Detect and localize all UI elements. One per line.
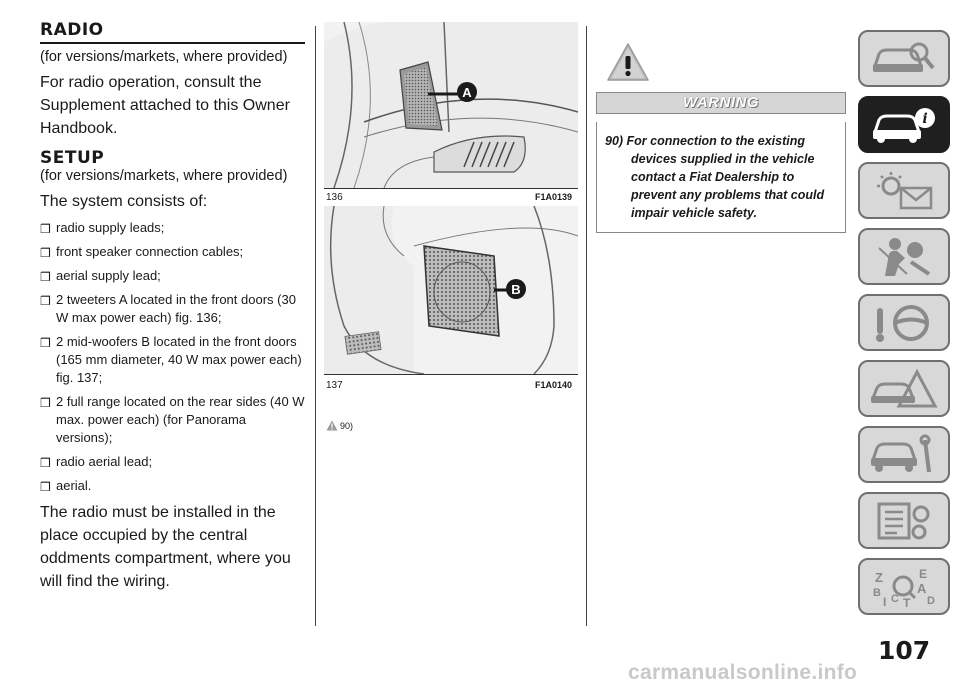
list-item: ❒ radio aerial lead; [40,454,153,470]
steering-wheel-icon [869,302,939,344]
list-item: ❒ radio supply leads; [40,220,165,236]
midwoofer-illustration [324,206,578,374]
svg-text:i: i [922,110,928,127]
checkbox-bullet-icon: ❒ [40,336,51,350]
tab-emergency[interactable] [858,360,950,417]
svg-text:B: B [511,282,521,297]
column-divider [315,26,316,626]
component-list [40,219,305,495]
list-item: ❒ aerial supply lead; [40,268,161,284]
list-item: ❒ 2 full range located on the rear sides (40 W max. power each) (for Panorama versions); [40,394,305,445]
warning-triangle-icon [326,420,338,431]
svg-text:A: A [917,580,927,596]
svg-text:T: T [903,595,911,608]
tweeter-illustration [324,22,578,188]
warning-box [596,92,846,233]
watermark: carmanualsonline.info [628,661,858,684]
svg-text:Z: Z [875,569,883,585]
figure-code: F1A0139 [534,192,572,202]
figure-column [324,0,578,686]
svg-text:D: D [927,594,935,607]
setup-availability-note: (for versions/markets, where provided) [40,168,288,184]
list-item: ❒ 2 mid-woofers B located in the front doors (165 mm diameter, 40 W max power each) fig. 137; [40,334,302,385]
technical-data-icon [869,500,939,542]
chapter-tabs [858,30,950,624]
checkbox-bullet-icon: ❒ [40,456,51,470]
car-maintenance-icon [869,434,939,476]
tab-index[interactable] [858,558,950,615]
checkbox-bullet-icon: ❒ [40,294,51,308]
tab-warning-lights[interactable] [858,162,950,219]
figure-137-midwoofer [324,206,578,375]
column-divider [586,26,587,626]
setup-consists: The system consists of: [40,193,208,210]
airbag-safety-icon [869,236,939,278]
warning-text: 90) For connection to the existing devices supplied in the vehicle contact a Fiat Dealership to prevent any problems that could impair vehicle safety. [605,134,825,220]
tab-car-info[interactable] [858,96,950,153]
tab-car-search[interactable] [858,30,950,87]
svg-text:E: E [919,566,928,581]
setup-heading: SETUP [40,148,105,168]
radio-intro: For radio operation, consult the Supplement attached to this Owner Handbook. [40,74,290,137]
figure-number: 136 [326,192,343,203]
checkbox-bullet-icon: ❒ [40,222,51,236]
warning-column [596,0,848,686]
installation-note: The radio must be installed in the place occupied by the central oddments compartment, where you will find the wiring. [40,504,291,590]
tab-technical-data[interactable] [858,492,950,549]
checkbox-bullet-icon: ❒ [40,480,51,494]
note-reference [326,420,353,431]
warning-lights-icon [869,170,939,212]
checkbox-bullet-icon: ❒ [40,396,51,410]
list-item: ❒ aerial. [40,478,92,494]
checkbox-bullet-icon: ❒ [40,270,51,284]
car-info-icon [869,104,939,146]
index-icon [869,566,939,608]
emergency-icon [869,368,939,410]
car-search-icon [869,38,939,80]
checkbox-bullet-icon: ❒ [40,246,51,260]
radio-availability-note: (for versions/markets, where provided) [40,49,288,65]
tab-steering-wheel[interactable] [858,294,950,351]
figure-code: F1A0140 [534,380,572,390]
svg-text:I: I [883,594,887,608]
svg-text:C: C [891,592,899,605]
warning-title: WARNING [596,92,846,114]
svg-text:B: B [873,586,881,599]
list-item: ❒ 2 tweeters A located in the front doors (30 W max power each) fig. 136; [40,292,296,325]
figure-136-tweeter [324,22,578,189]
svg-text:A: A [462,85,472,100]
tab-car-maintenance[interactable] [858,426,950,483]
warning-body [596,122,846,233]
list-item: ❒ front speaker connection cables; [40,244,244,260]
note-number: 90) [340,420,354,431]
warning-sign-icon [606,42,650,82]
radio-heading: RADIO [40,20,104,40]
heading-rule [40,42,305,44]
figure-number: 137 [326,380,343,391]
page-number: 107 [878,636,931,665]
text-column [40,0,305,593]
tab-airbag-safety[interactable] [858,228,950,285]
